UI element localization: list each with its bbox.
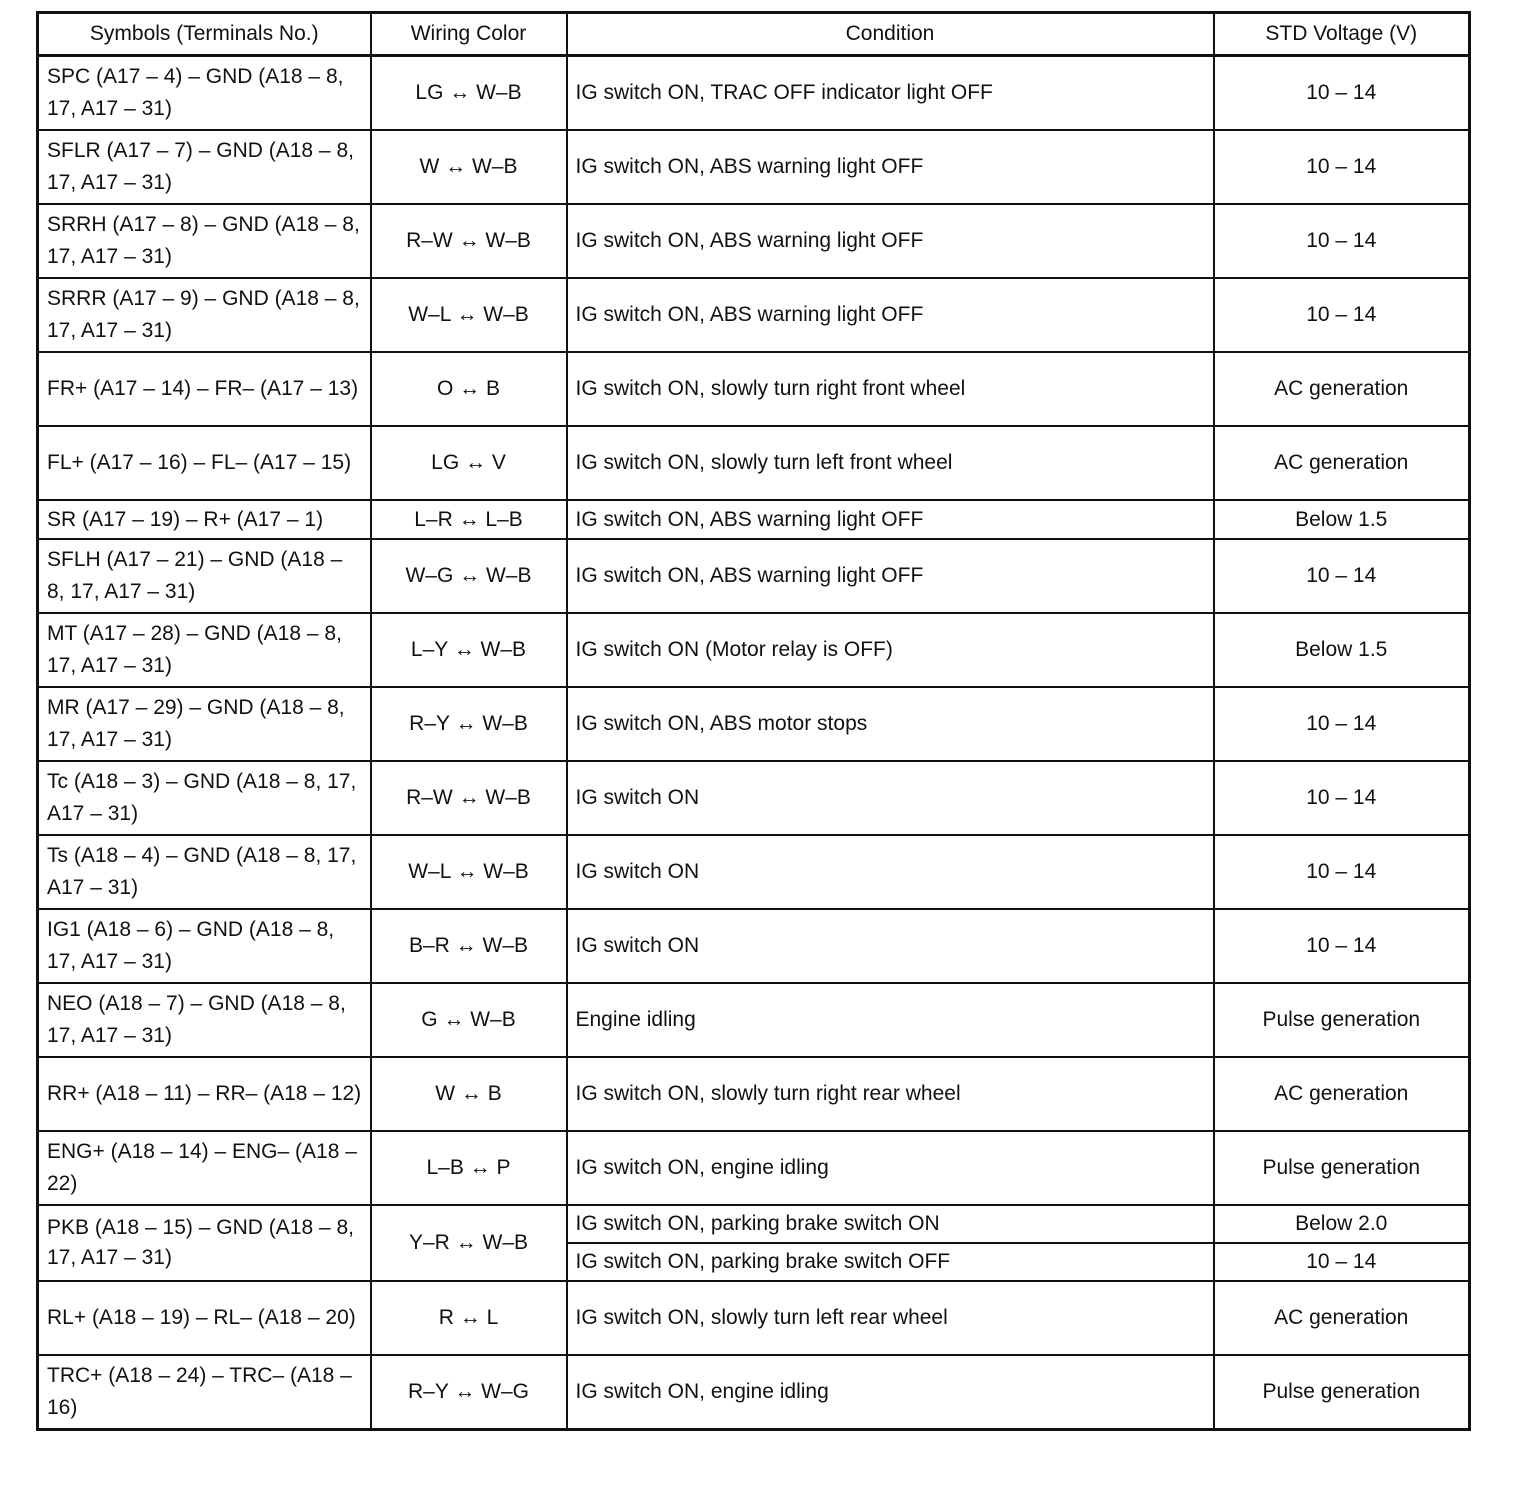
symbol-cell: FL+ (A17 – 16) – FL– (A17 – 15) [38, 426, 371, 500]
symbol-cell: MT (A17 – 28) – GND (A18 – 8, 17, A17 – 31) [38, 613, 371, 687]
voltage-cell: AC generation [1214, 426, 1470, 500]
voltage-cell: AC generation [1214, 1281, 1470, 1355]
condition-cell: IG switch ON, engine idling [567, 1131, 1214, 1205]
condition-cell: IG switch ON, ABS warning light OFF [567, 130, 1214, 204]
wiring-color-cell: R–Y ↔ W–G [371, 1355, 567, 1430]
table-row [38, 204, 1470, 278]
table-row [38, 1131, 1470, 1205]
condition-cell: IG switch ON, TRAC OFF indicator light OFF [567, 56, 1214, 131]
wiring-color-cell: L–Y ↔ W–B [371, 613, 567, 687]
condition-cell: IG switch ON, slowly turn left rear wheel [567, 1281, 1214, 1355]
terminal-voltage-table [36, 11, 1471, 1431]
header-symbols: Symbols (Terminals No.) [38, 13, 371, 56]
symbol-cell: SFLH (A17 – 21) – GND (A18 – 8, 17, A17 – 31) [38, 539, 371, 613]
voltage-cell: 10 – 14 [1214, 835, 1470, 909]
voltage-cell: AC generation [1214, 352, 1470, 426]
condition-cell: IG switch ON, engine idling [567, 1355, 1214, 1430]
table-row [38, 1205, 1470, 1243]
condition-cell: IG switch ON, ABS warning light OFF [567, 204, 1214, 278]
symbol-cell: SRRR (A17 – 9) – GND (A18 – 8, 17, A17 – 31) [38, 278, 371, 352]
wiring-color-cell: W ↔ W–B [371, 130, 567, 204]
voltage-cell: 10 – 14 [1214, 687, 1470, 761]
wiring-color-cell: R–Y ↔ W–B [371, 687, 567, 761]
table-row [38, 909, 1470, 983]
symbol-cell: NEO (A18 – 7) – GND (A18 – 8, 17, A17 – 31) [38, 983, 371, 1057]
voltage-cell: 10 – 14 [1214, 1243, 1470, 1281]
header-condition: Condition [567, 13, 1214, 56]
wiring-color-cell: LG ↔ V [371, 426, 567, 500]
voltage-cell: Pulse generation [1214, 1355, 1470, 1430]
symbol-cell: RR+ (A18 – 11) – RR– (A18 – 12) [38, 1057, 371, 1131]
table-row [38, 687, 1470, 761]
condition-cell: IG switch ON, ABS motor stops [567, 687, 1214, 761]
table-row [38, 130, 1470, 204]
condition-cell: IG switch ON, slowly turn left front wheel [567, 426, 1214, 500]
condition-cell: Engine idling [567, 983, 1214, 1057]
voltage-cell: Pulse generation [1214, 983, 1470, 1057]
voltage-cell: Pulse generation [1214, 1131, 1470, 1205]
voltage-cell: Below 1.5 [1214, 500, 1470, 539]
voltage-cell: 10 – 14 [1214, 204, 1470, 278]
table-row [38, 500, 1470, 539]
table-row [38, 983, 1470, 1057]
table-row [38, 1057, 1470, 1131]
voltage-cell: 10 – 14 [1214, 278, 1470, 352]
wiring-color-cell: LG ↔ W–B [371, 56, 567, 131]
wiring-color-cell: L–R ↔ L–B [371, 500, 567, 539]
voltage-cell: 10 – 14 [1214, 130, 1470, 204]
terminal-voltage-table-container [36, 11, 1468, 1431]
condition-cell: IG switch ON, slowly turn right rear wheel [567, 1057, 1214, 1131]
symbol-cell: IG1 (A18 – 6) – GND (A18 – 8, 17, A17 – 31) [38, 909, 371, 983]
symbol-cell: SR (A17 – 19) – R+ (A17 – 1) [38, 500, 371, 539]
voltage-cell: 10 – 14 [1214, 761, 1470, 835]
wiring-color-cell: R–W ↔ W–B [371, 204, 567, 278]
wiring-color-cell: L–B ↔ P [371, 1131, 567, 1205]
wiring-color-cell: B–R ↔ W–B [371, 909, 567, 983]
condition-cell: IG switch ON, ABS warning light OFF [567, 278, 1214, 352]
condition-cell: IG switch ON [567, 761, 1214, 835]
symbol-cell: ENG+ (A18 – 14) – ENG– (A18 – 22) [38, 1131, 371, 1205]
symbol-cell: Tc (A18 – 3) – GND (A18 – 8, 17, A17 – 31) [38, 761, 371, 835]
header-wiring-color: Wiring Color [371, 13, 567, 56]
condition-cell: IG switch ON, parking brake switch ON [567, 1205, 1214, 1243]
wiring-color-cell: W–L ↔ W–B [371, 278, 567, 352]
symbol-cell: TRC+ (A18 – 24) – TRC– (A18 – 16) [38, 1355, 371, 1430]
table-row [38, 761, 1470, 835]
condition-cell: IG switch ON [567, 835, 1214, 909]
wiring-color-cell: R ↔ L [371, 1281, 567, 1355]
symbol-cell: SPC (A17 – 4) – GND (A18 – 8, 17, A17 – 31) [38, 56, 371, 131]
condition-cell: IG switch ON, ABS warning light OFF [567, 500, 1214, 539]
header-row [38, 13, 1470, 56]
wiring-color-cell: W–G ↔ W–B [371, 539, 567, 613]
table-row [38, 1355, 1470, 1430]
wiring-color-cell: W ↔ B [371, 1057, 567, 1131]
voltage-cell: 10 – 14 [1214, 56, 1470, 131]
header-std-voltage: STD Voltage (V) [1214, 13, 1470, 56]
voltage-cell: AC generation [1214, 1057, 1470, 1131]
symbol-cell: MR (A17 – 29) – GND (A18 – 8, 17, A17 – 31) [38, 687, 371, 761]
symbol-cell: PKB (A18 – 15) – GND (A18 – 8, 17, A17 – 31) [38, 1205, 371, 1281]
wiring-color-cell: Y–R ↔ W–B [371, 1205, 567, 1281]
wiring-color-cell: W–L ↔ W–B [371, 835, 567, 909]
symbol-cell: RL+ (A18 – 19) – RL– (A18 – 20) [38, 1281, 371, 1355]
condition-cell: IG switch ON [567, 909, 1214, 983]
voltage-cell: 10 – 14 [1214, 539, 1470, 613]
voltage-cell: 10 – 14 [1214, 909, 1470, 983]
wiring-color-cell: R–W ↔ W–B [371, 761, 567, 835]
table-row [38, 56, 1470, 131]
wiring-color-cell: O ↔ B [371, 352, 567, 426]
table-row [38, 352, 1470, 426]
table-row [38, 835, 1470, 909]
symbol-cell: SRRH (A17 – 8) – GND (A18 – 8, 17, A17 – 31) [38, 204, 371, 278]
wiring-color-cell: G ↔ W–B [371, 983, 567, 1057]
voltage-cell: Below 1.5 [1214, 613, 1470, 687]
condition-cell: IG switch ON (Motor relay is OFF) [567, 613, 1214, 687]
table-row [38, 613, 1470, 687]
condition-cell: IG switch ON, parking brake switch OFF [567, 1243, 1214, 1281]
voltage-cell: Below 2.0 [1214, 1205, 1470, 1243]
symbol-cell: Ts (A18 – 4) – GND (A18 – 8, 17, A17 – 31) [38, 835, 371, 909]
table-row [38, 539, 1470, 613]
symbol-cell: SFLR (A17 – 7) – GND (A18 – 8, 17, A17 – 31) [38, 130, 371, 204]
symbol-cell: FR+ (A17 – 14) – FR– (A17 – 13) [38, 352, 371, 426]
table-row [38, 1281, 1470, 1355]
condition-cell: IG switch ON, ABS warning light OFF [567, 539, 1214, 613]
table-row [38, 426, 1470, 500]
table-row [38, 278, 1470, 352]
condition-cell: IG switch ON, slowly turn right front wheel [567, 352, 1214, 426]
